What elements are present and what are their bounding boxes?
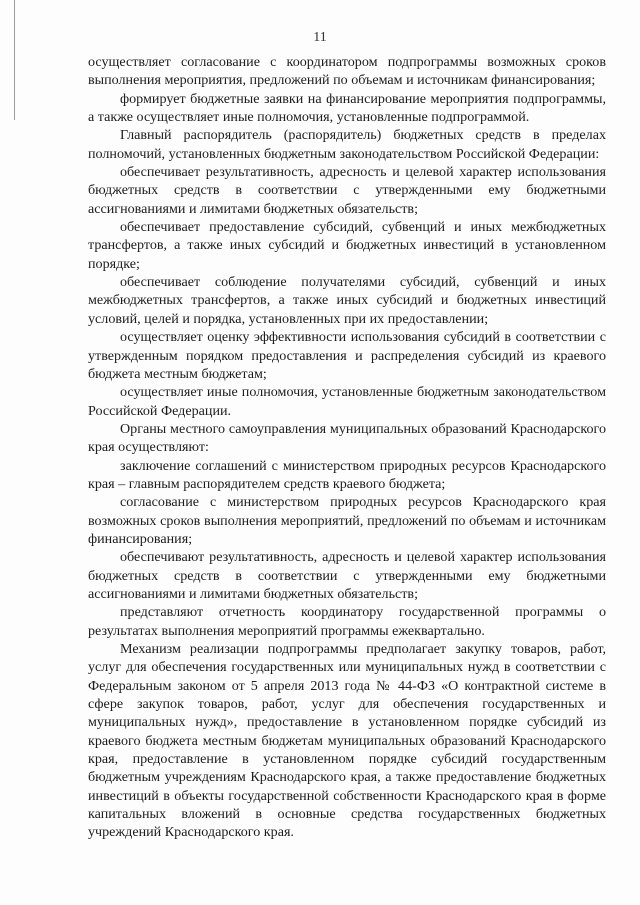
paragraph: обеспечивает соблюдение получателями субсидий, субвенций и иных межбюджетных трансфертов, а также иных субсидий и бюджетных инвестиций условий, целей и порядка, установленных при их предоставлении; — [88, 274, 606, 327]
paragraph: заключение соглашений с министерством природных ресурсов Краснодарского края – главным распорядителем средств краевого бюджета; — [88, 457, 606, 492]
paragraph: осуществляет иные полномочия, установленные бюджетным законодательством Российской Федерации. — [88, 384, 606, 419]
paragraph: обеспечивают результативность, адресность и целевой характер использования бюджетных средств в соответствии с утвержденными ему бюджетными ассигнованиями и лимитами бюджетных обязательств; — [88, 549, 606, 602]
page-number: 11 — [313, 30, 327, 45]
paragraph: обеспечивает предоставление субсидий, субвенций и иных межбюджетных трансфертов, а также иных субсидий и бюджетных инвестиций в установленном порядке; — [88, 219, 606, 272]
paragraph: осуществляет оценку эффективности использования субсидий в соответствии с утвержденным порядком предоставления и распределения субсидий из краевого бюджета местным бюджетам; — [88, 329, 606, 382]
paragraph: представляют отчетность координатору государственной программы о результатах выполнения мероприятий программы ежеквартально. — [88, 604, 606, 639]
body-text — [88, 53, 606, 842]
paragraph: осуществляет согласование с координатором подпрограммы возможных сроков выполнения мероприятия, предложений по объемам и источникам финансирования; — [88, 54, 606, 89]
paragraph: формирует бюджетные заявки на финансирование мероприятия подпрограммы, а также осуществляет иные полномочия, установленные подпрограммой. — [88, 90, 606, 126]
paragraph: Механизм реализации подпрограммы предполагает закупку товаров, работ, услуг для обеспечения государственных или муниципальных нужд в соответствии с Федеральным законом от 5 апреля 2013 года № 44-ФЗ «О контрактной системе в сфере закупок товаров, работ, услуг для обеспечения государственных и муниципальных нужд», предоставление в установленном порядке субсидий из краевого бюджета местным бюджетам муниципальных образований Краснодарского края, предоставление в установленном порядке субсидий государственным бюджетным учреждениям Краснодарского края, а также предоставление бюджетных инвестиций в объекты государственной собственности Краснодарского края в форме капитальных вложений в основные средства государственных бюджетных учреждений Краснодарского края. — [88, 641, 606, 841]
paragraph: Главный распорядитель (распорядитель) бюджетных средств в пределах полномочий, установленных бюджетным законодательством Российской Федерации: — [88, 127, 606, 162]
paragraph: Органы местного самоуправления муниципальных образований Краснодарского края осуществляют: — [88, 420, 606, 456]
paragraph: согласование с министерством природных ресурсов Краснодарского края возможных сроков выполнения мероприятий, предложений по объемам и источникам финансирования; — [88, 494, 606, 547]
scan-edge-line — [14, 0, 15, 120]
paragraph: обеспечивает результативность, адресность и целевой характер использования бюджетных средств в соответствии с утвержденными ему бюджетными ассигнованиями и лимитами бюджетных обязательств; — [88, 164, 606, 217]
